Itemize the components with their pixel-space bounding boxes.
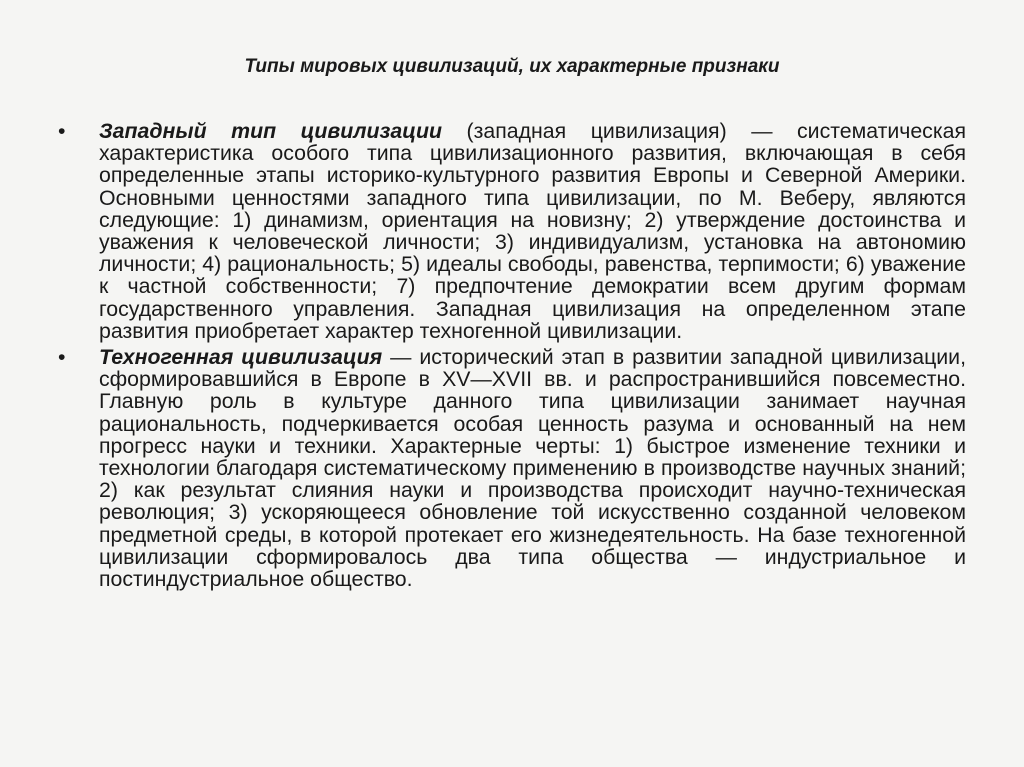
bullet-item-technogenic-civilization — [54, 346, 966, 590]
term-western-civilization: Западный тип цивилизации — [99, 119, 443, 143]
slide-title: Типы мировых цивилизаций, их характерные признаки — [244, 56, 780, 77]
bullet-dot-icon: • — [58, 345, 66, 370]
term-technogenic-civilization: Техногенная цивилизация — [99, 345, 383, 370]
bullet-list — [54, 120, 966, 594]
bullet-item-western-civilization — [54, 120, 966, 342]
definition-western-civilization: (западная цивилизация) — систематическая характеристика особого типа цивилизационного развития, включающая в себя определенные этапы историко-культурного развития Европы и Северной Америки. Основными ценностями западного типа цивилизации, по М. Веберу, являются следующие: 1) динамизм, ориентация на новизну; 2) утверждение достоинства и уважения к человеческой личности; 3) индивидуализм, установка на автономию личности; 4) рациональность; 5) идеалы свободы, равенства, терпимости; 6) уважение к частной собственности; 7) предпочтение демократии всем другим формам государственного управления. Западная цивилизация на определенном этапе развития приобретает характер техногенной цивилизации. — [99, 119, 966, 343]
definition-technogenic-civilization: — исторический этап в развитии западной цивилизации, сформировавшийся в Европе в XV—XVII вв. и распространившийся повсеместно. Главную роль в культуре данного типа цивилизации занимает научная рациональность, подчеркивается особая ценность разума и основанный на нем прогресс науки и техники. Характерные черты: 1) быстрое изменение техники и технологии благодаря систематическому применению в производстве научных знаний; 2) как результат слияния науки и производства происходит научно-техническая революция; 3) ускоряющееся обновление той искусственно созданной человеком предметной среды, в которой протекает его жизнедеятельность. На базе техногенной цивилизации сформировалось два типа общества — индустриальное и постиндустриальное общество. — [99, 345, 966, 592]
bullet-dot-icon: • — [58, 119, 66, 143]
